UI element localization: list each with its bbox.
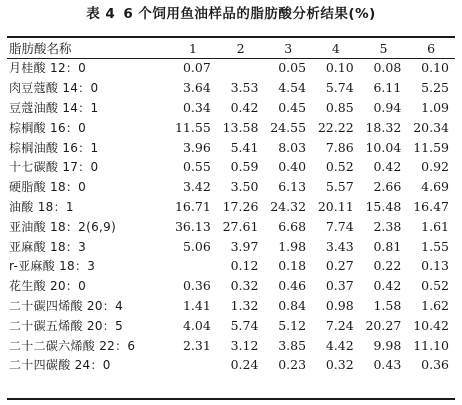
fatty-acid-name: 棕榈酸 16：0 <box>9 120 87 135</box>
sample-4-value: 22.22 <box>317 119 354 135</box>
fatty-acid-name: 油酸 18：1 <box>9 199 74 214</box>
fatty-acid-name: 月桂酸 12：0 <box>9 61 87 76</box>
sample-3-value: 0.05 <box>278 60 307 76</box>
sample-3-value: 6.13 <box>278 179 307 195</box>
sample-3-value: 8.03 <box>278 139 307 155</box>
column-header-sample-3: 3 <box>284 40 293 56</box>
sample-1-value: 3.96 <box>182 139 211 155</box>
sample-3-value: 24.55 <box>270 119 307 135</box>
sample-1-value: 4.04 <box>182 317 211 333</box>
sample-5-value: 10.04 <box>365 139 402 155</box>
sample-3-value: 5.12 <box>278 317 307 333</box>
sample-6-value: 1.09 <box>421 99 449 115</box>
sample-3-value: 6.68 <box>278 218 307 234</box>
sample-6-value: 0.13 <box>421 258 449 274</box>
sample-3-value: 0.46 <box>278 278 307 294</box>
sample-6-value: 10.42 <box>413 317 449 333</box>
sample-6-value: 20.34 <box>413 119 449 135</box>
sample-5-value: 2.66 <box>373 179 402 195</box>
sample-2-value: 0.12 <box>230 258 259 274</box>
sample-1-value: 1.41 <box>182 297 211 313</box>
sample-4-value: 3.43 <box>325 238 354 254</box>
fatty-acid-name: 二十碳四烯酸 20：4 <box>9 298 124 313</box>
column-header-sample-1: 1 <box>188 40 197 56</box>
fatty-acid-name: 二十二碳六烯酸 22：6 <box>9 338 136 353</box>
sample-2-value: 13.58 <box>222 119 259 135</box>
sample-5-value: 20.27 <box>365 317 402 333</box>
sample-2-value: 5.74 <box>230 317 259 333</box>
column-header-fatty-acid-name: 脂肪酸名称 <box>9 41 72 56</box>
sample-2-value: 0.24 <box>230 357 259 373</box>
sample-4-value: 0.27 <box>325 258 354 274</box>
sample-3-value: 1.98 <box>278 238 307 254</box>
sample-2-value: 3.97 <box>230 238 259 254</box>
sample-3-value: 0.40 <box>278 159 307 175</box>
sample-3-value: 0.18 <box>278 258 307 274</box>
sample-3-value: 0.45 <box>278 99 307 115</box>
sample-5-value: 18.32 <box>365 119 402 135</box>
sample-6-value: 4.69 <box>421 179 449 195</box>
sample-6-value: 1.61 <box>421 218 449 234</box>
table-row <box>7 236 455 256</box>
fatty-acid-name: 肉豆蔻酸 14：0 <box>9 81 99 96</box>
column-header-sample-4: 4 <box>331 40 340 56</box>
fatty-acid-name: 二十碳五烯酸 20：5 <box>9 318 124 333</box>
table-body <box>7 58 455 375</box>
table-row <box>7 335 455 355</box>
sample-1-value: 11.55 <box>174 119 211 135</box>
sample-5-value: 0.94 <box>373 99 402 115</box>
table-title: 6 个饲用鱼油样品的脂肪酸分析结果(%) <box>123 6 376 22</box>
sample-4-value: 0.52 <box>325 159 354 175</box>
fatty-acid-name: 花生酸 20：0 <box>9 279 87 294</box>
sample-1-value: 0.34 <box>182 99 211 115</box>
sample-5-value: 0.42 <box>373 278 402 294</box>
fatty-acid-name: 豆蔻油酸 14：1 <box>9 100 99 115</box>
table-bottom-rule <box>7 398 455 400</box>
table-row <box>7 137 455 157</box>
table-row <box>7 117 455 137</box>
table-caption <box>0 4 462 24</box>
sample-2-value: 27.61 <box>222 218 259 234</box>
sample-1-value: 0.36 <box>182 278 211 294</box>
sample-5-value: 15.48 <box>365 198 402 214</box>
sample-6-value: 11.10 <box>413 337 449 353</box>
sample-6-value: 0.92 <box>421 159 449 175</box>
sample-2-value: 0.59 <box>230 159 259 175</box>
sample-5-value: 9.98 <box>373 337 402 353</box>
table-row <box>7 296 455 316</box>
sample-4-value: 0.98 <box>325 297 354 313</box>
column-header-sample-5: 5 <box>379 40 388 56</box>
table-header-row <box>7 38 455 58</box>
fatty-acid-name: r-亚麻酸 18：3 <box>9 259 96 274</box>
sample-5-value: 0.42 <box>373 159 402 175</box>
sample-2-value: 5.41 <box>230 139 259 155</box>
sample-5-value: 0.22 <box>373 258 402 274</box>
sample-3-value: 4.54 <box>278 80 307 96</box>
fatty-acid-name: 亚油酸 18：2(6,9) <box>9 219 117 234</box>
sample-4-value: 0.85 <box>325 99 354 115</box>
sample-6-value: 5.25 <box>421 80 449 96</box>
table-row <box>7 256 455 276</box>
sample-4-value: 7.74 <box>325 218 354 234</box>
sample-1-value: 0.55 <box>182 159 211 175</box>
table-row <box>7 177 455 197</box>
sample-2-value: 0.42 <box>230 99 259 115</box>
fatty-acid-name: 棕榈油酸 16：1 <box>9 140 99 155</box>
sample-4-value: 7.24 <box>325 317 354 333</box>
table-row <box>7 78 455 98</box>
fatty-acid-name: 硬脂酸 18：0 <box>9 180 87 195</box>
sample-1-value: 3.42 <box>182 179 211 195</box>
sample-6-value: 0.10 <box>421 60 449 76</box>
sample-1-value: 3.64 <box>182 80 211 96</box>
sample-3-value: 3.85 <box>278 337 307 353</box>
table-number: 表 4 <box>86 6 116 22</box>
sample-6-value: 1.62 <box>421 297 449 313</box>
sample-2-value: 3.12 <box>230 337 259 353</box>
sample-2-value <box>217 58 265 78</box>
sample-4-value: 0.10 <box>325 60 354 76</box>
sample-1-value: 36.13 <box>174 218 211 234</box>
sample-3-value: 0.84 <box>278 297 307 313</box>
sample-1-value: 0.07 <box>182 60 211 76</box>
fatty-acid-name: 二十四碳酸 24：0 <box>9 358 111 373</box>
sample-1-value: 2.31 <box>182 337 211 353</box>
table-row <box>7 276 455 296</box>
table-row <box>7 98 455 118</box>
sample-1-value: 16.71 <box>174 198 211 214</box>
sample-5-value: 6.11 <box>373 80 402 96</box>
sample-4-value: 7.86 <box>325 139 354 155</box>
sample-2-value: 1.32 <box>230 297 259 313</box>
column-header-sample-2: 2 <box>236 40 245 56</box>
sample-4-value: 4.42 <box>325 337 354 353</box>
sample-1-value <box>169 256 217 276</box>
sample-3-value: 0.23 <box>278 357 307 373</box>
column-header-sample-6: 6 <box>427 40 436 56</box>
sample-6-value: 0.36 <box>421 357 449 373</box>
sample-2-value: 3.50 <box>230 179 259 195</box>
sample-2-value: 17.26 <box>222 198 259 214</box>
fatty-acid-table <box>7 38 455 375</box>
sample-6-value: 1.55 <box>421 238 449 254</box>
sample-4-value: 5.57 <box>325 179 354 195</box>
table-row <box>7 58 455 78</box>
fatty-acid-name: 亚麻酸 18：3 <box>9 239 87 254</box>
sample-4-value: 0.32 <box>325 357 354 373</box>
sample-2-value: 3.53 <box>230 80 259 96</box>
sample-5-value: 0.08 <box>373 60 402 76</box>
table-row <box>7 157 455 177</box>
sample-1-value: 5.06 <box>182 238 211 254</box>
sample-5-value: 0.43 <box>373 357 402 373</box>
table-row <box>7 355 455 375</box>
table-row <box>7 315 455 335</box>
table-row <box>7 216 455 236</box>
sample-4-value: 0.37 <box>325 278 354 294</box>
fatty-acid-name: 十七碳酸 17：0 <box>9 160 99 175</box>
sample-5-value: 2.38 <box>373 218 402 234</box>
sample-5-value: 1.58 <box>373 297 402 313</box>
sample-6-value: 16.47 <box>413 198 449 214</box>
sample-6-value: 0.52 <box>421 278 449 294</box>
sample-4-value: 5.74 <box>325 80 354 96</box>
sample-3-value: 24.32 <box>270 198 307 214</box>
sample-4-value: 20.11 <box>317 198 354 214</box>
table-row <box>7 197 455 217</box>
sample-5-value: 0.81 <box>373 238 402 254</box>
sample-6-value: 11.59 <box>413 139 449 155</box>
sample-1-value <box>169 355 217 375</box>
sample-2-value: 0.32 <box>230 278 259 294</box>
